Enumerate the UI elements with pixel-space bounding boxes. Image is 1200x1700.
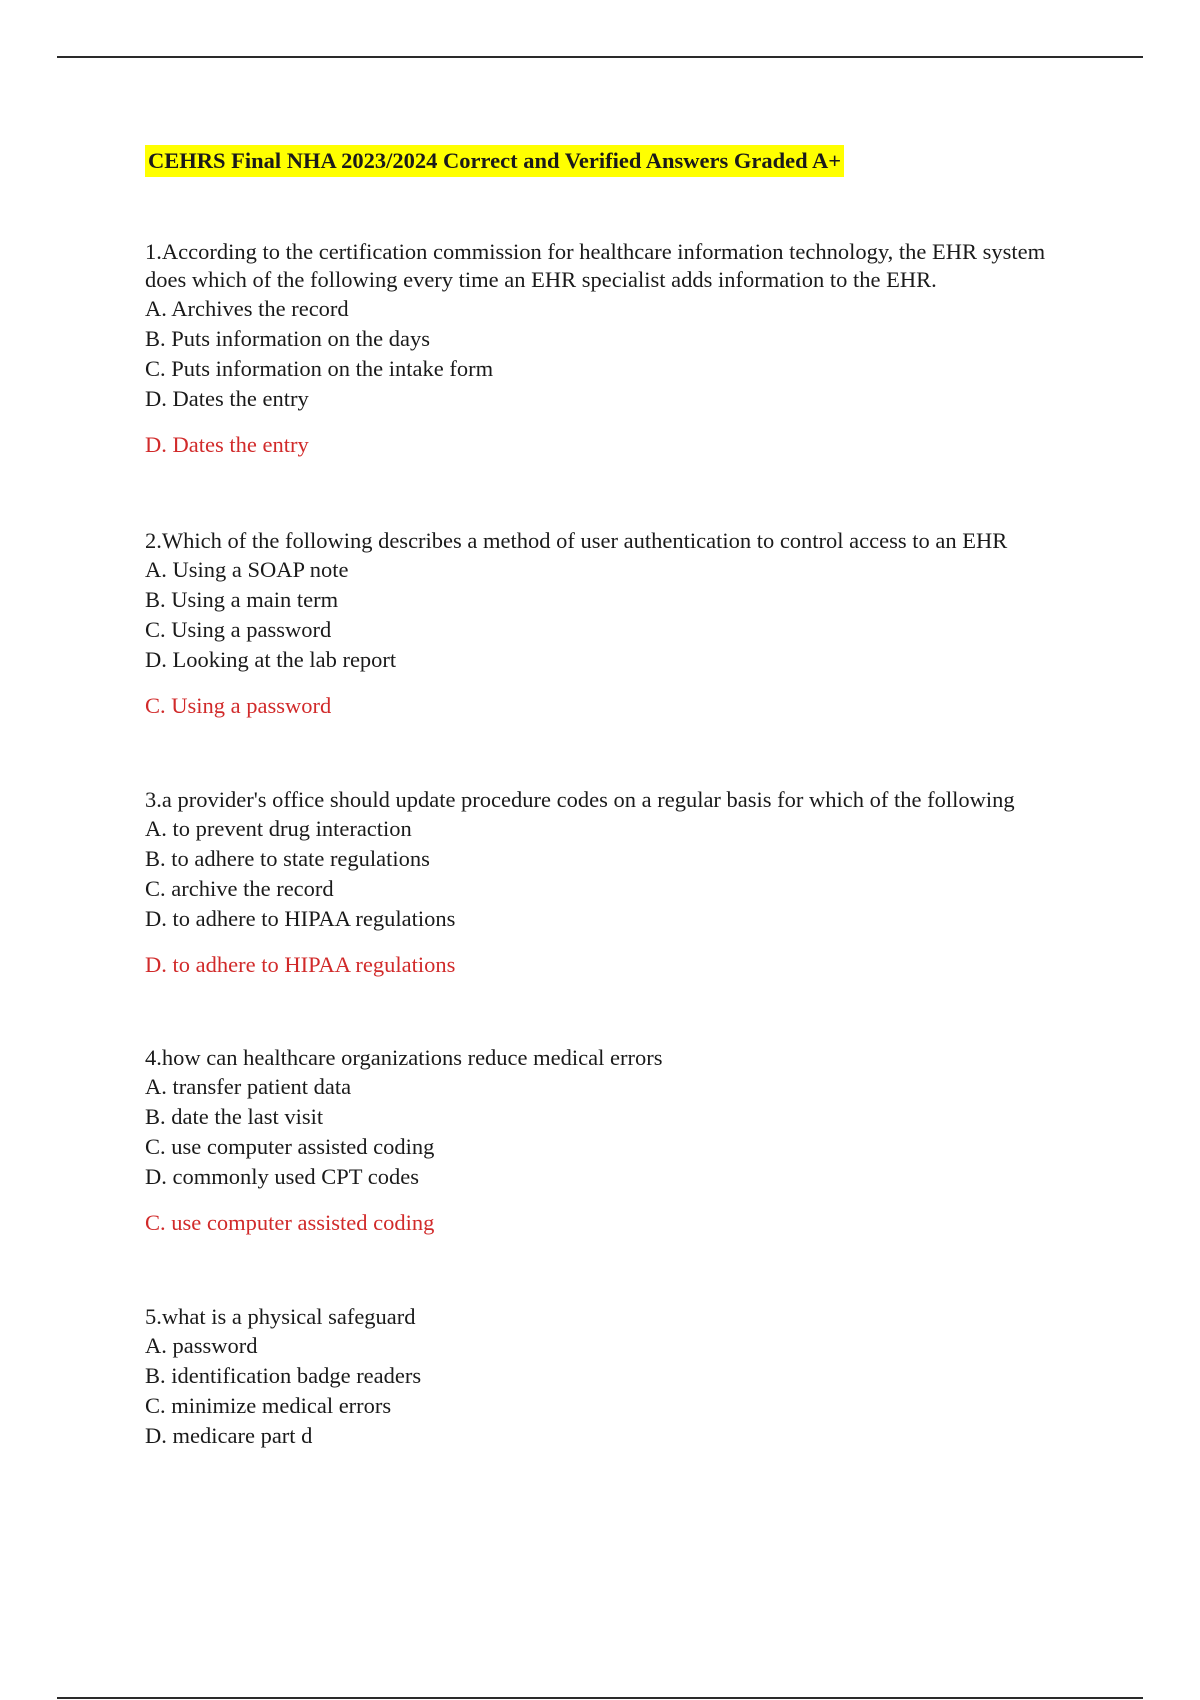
correct-answer: C. Using a password — [145, 693, 332, 718]
question-text: 2.Which of the following describes a method of user authentication to control access to an EHR — [145, 528, 1008, 553]
option-b: B. Using a main term — [145, 587, 339, 612]
question-5 — [145, 1303, 1085, 1451]
option-d: D. to adhere to HIPAA regulations — [145, 906, 456, 931]
question-text: 5.what is a physical safeguard — [145, 1304, 416, 1329]
option-b: B. to adhere to state regulations — [145, 846, 430, 871]
question-text: 3.a provider's office should update procedure codes on a regular basis for which of the following — [145, 787, 1015, 812]
option-d: D. Looking at the lab report — [145, 647, 397, 672]
page-title: CEHRS Final NHA 2023/2024 Correct and Verified Answers Graded A+ — [145, 145, 844, 177]
option-d: D. Dates the entry — [145, 386, 309, 411]
option-c: C. archive the record — [145, 876, 334, 901]
question-2 — [145, 527, 1085, 721]
footer-rule — [57, 1697, 1143, 1699]
correct-answer: D. to adhere to HIPAA regulations — [145, 952, 456, 977]
option-d: D. medicare part d — [145, 1423, 313, 1448]
options-list — [145, 294, 1085, 414]
options-list — [145, 555, 1085, 675]
question-4 — [145, 1044, 1085, 1238]
option-c: C. Puts information on the intake form — [145, 356, 494, 381]
option-b: B. date the last visit — [145, 1104, 324, 1129]
options-list — [145, 1331, 1085, 1451]
option-d: D. commonly used CPT codes — [145, 1164, 419, 1189]
question-3 — [145, 786, 1085, 980]
option-c: C. use computer assisted coding — [145, 1134, 435, 1159]
option-b: B. identification badge readers — [145, 1363, 422, 1388]
option-b: B. Puts information on the days — [145, 326, 430, 351]
option-a: A. to prevent drug interaction — [145, 816, 412, 841]
question-1 — [145, 238, 1085, 460]
question-text: 4.how can healthcare organizations reduce medical errors — [145, 1045, 663, 1070]
option-a: A. password — [145, 1333, 258, 1358]
option-c: C. Using a password — [145, 617, 332, 642]
option-a: A. transfer patient data — [145, 1074, 352, 1099]
correct-answer: D. Dates the entry — [145, 432, 309, 457]
options-list — [145, 1072, 1085, 1192]
options-list — [145, 814, 1085, 934]
option-a: A. Archives the record — [145, 296, 349, 321]
option-c: C. minimize medical errors — [145, 1393, 392, 1418]
option-a: A. Using a SOAP note — [145, 557, 349, 582]
correct-answer: C. use computer assisted coding — [145, 1210, 435, 1235]
header-rule — [57, 56, 1143, 58]
question-text: 1.According to the certification commission for healthcare information technology, the EHR system does which of the following every time an EHR specialist adds information to the EHR. — [145, 239, 1046, 292]
